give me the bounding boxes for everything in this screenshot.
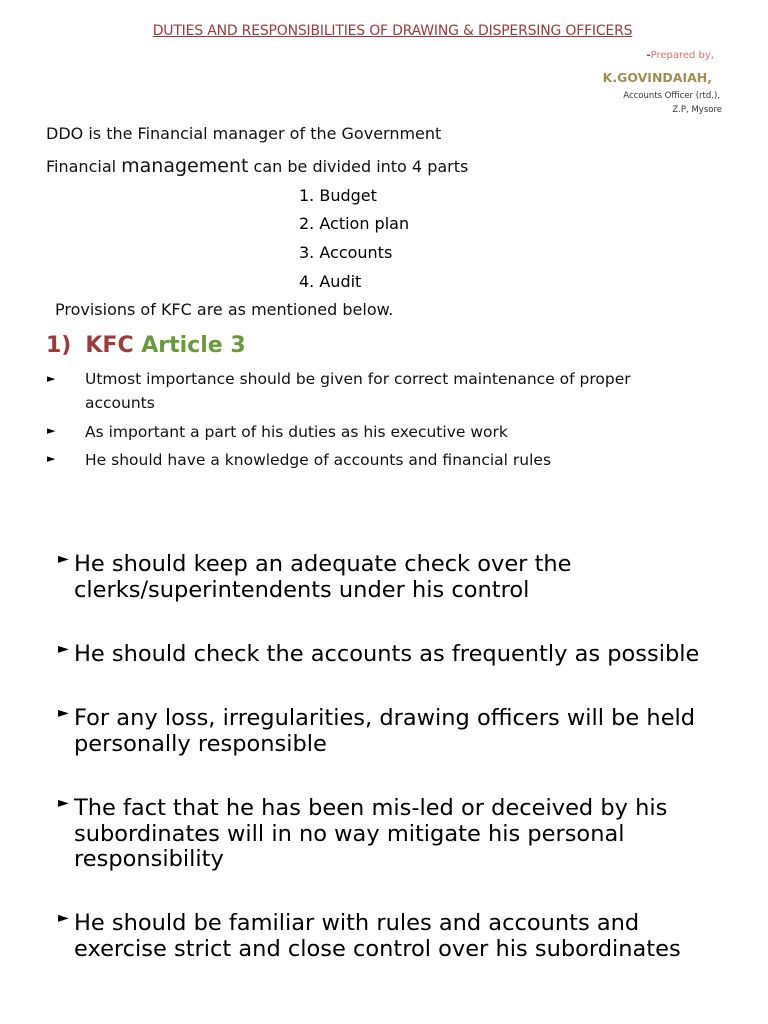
intro-line-2-emphasis: management [121,155,249,177]
section-number: 1) [46,333,72,358]
triangle-right-icon: ► [58,551,69,567]
triangle-right-icon: ► [47,452,56,465]
section-kfc: KFC [85,333,134,358]
intro-line-2-pre: Financial [46,157,122,176]
small-bullet-3: He should have a knowledge of accounts and financial rules [85,451,552,469]
triangle-right-icon: ► [58,795,69,811]
large-bullet-5: He should be familiar with rules and accounts and exercise strict and close control over his subordinates [74,910,681,962]
triangle-right-icon: ► [58,910,69,926]
large-bullet-1: He should keep an adequate check over the clerks/superintendents under his control [74,551,572,603]
provisions-line: Provisions of KFC are as mentioned below. [55,300,394,319]
large-bullet-3: For any loss, irregularities, drawing officers will be held personally responsible [74,705,696,757]
intro-line-1: DDO is the Financial manager of the Government [46,124,442,143]
part-item-action-plan: 2. Action plan [299,214,410,233]
document-title: DUTIES AND RESPONSIBILITIES OF DRAWING & DISPERSING OFFICERS [152,23,633,39]
prepared-dash: - [646,50,651,61]
triangle-right-icon: ► [58,705,69,721]
small-bullet-2: As important a part of his duties as his executive work [85,423,508,441]
prepared-by-text: Prepared by [650,50,711,61]
triangle-right-icon: ► [47,424,56,437]
part-item-budget: 1. Budget [299,186,377,205]
prepared-comma: , [710,50,714,61]
prepared-by-label [646,50,714,61]
author-location: Z.P, Mysore [672,105,722,115]
section-article: Article 3 [141,333,246,358]
part-item-audit: 4. Audit [299,272,362,291]
large-bullet-4: The fact that he has been mis-led or deceived by his subordinates will in no way mitigate his personal responsibility [74,795,668,872]
part-item-accounts: 3. Accounts [299,243,393,262]
author-name: K.GOVINDAIAH, [602,70,712,85]
section-heading [46,333,246,358]
intro-line-2 [46,155,468,177]
small-bullet-1: Utmost importance should be given for correct maintenance of proper accounts [85,370,631,412]
large-bullet-2: He should check the accounts as frequently as possible [74,641,700,667]
author-designation: Accounts Officer (rtd.), [623,91,720,101]
triangle-right-icon: ► [58,641,69,657]
intro-line-2-post: can be divided into 4 parts [248,157,469,176]
triangle-right-icon: ► [47,372,56,385]
